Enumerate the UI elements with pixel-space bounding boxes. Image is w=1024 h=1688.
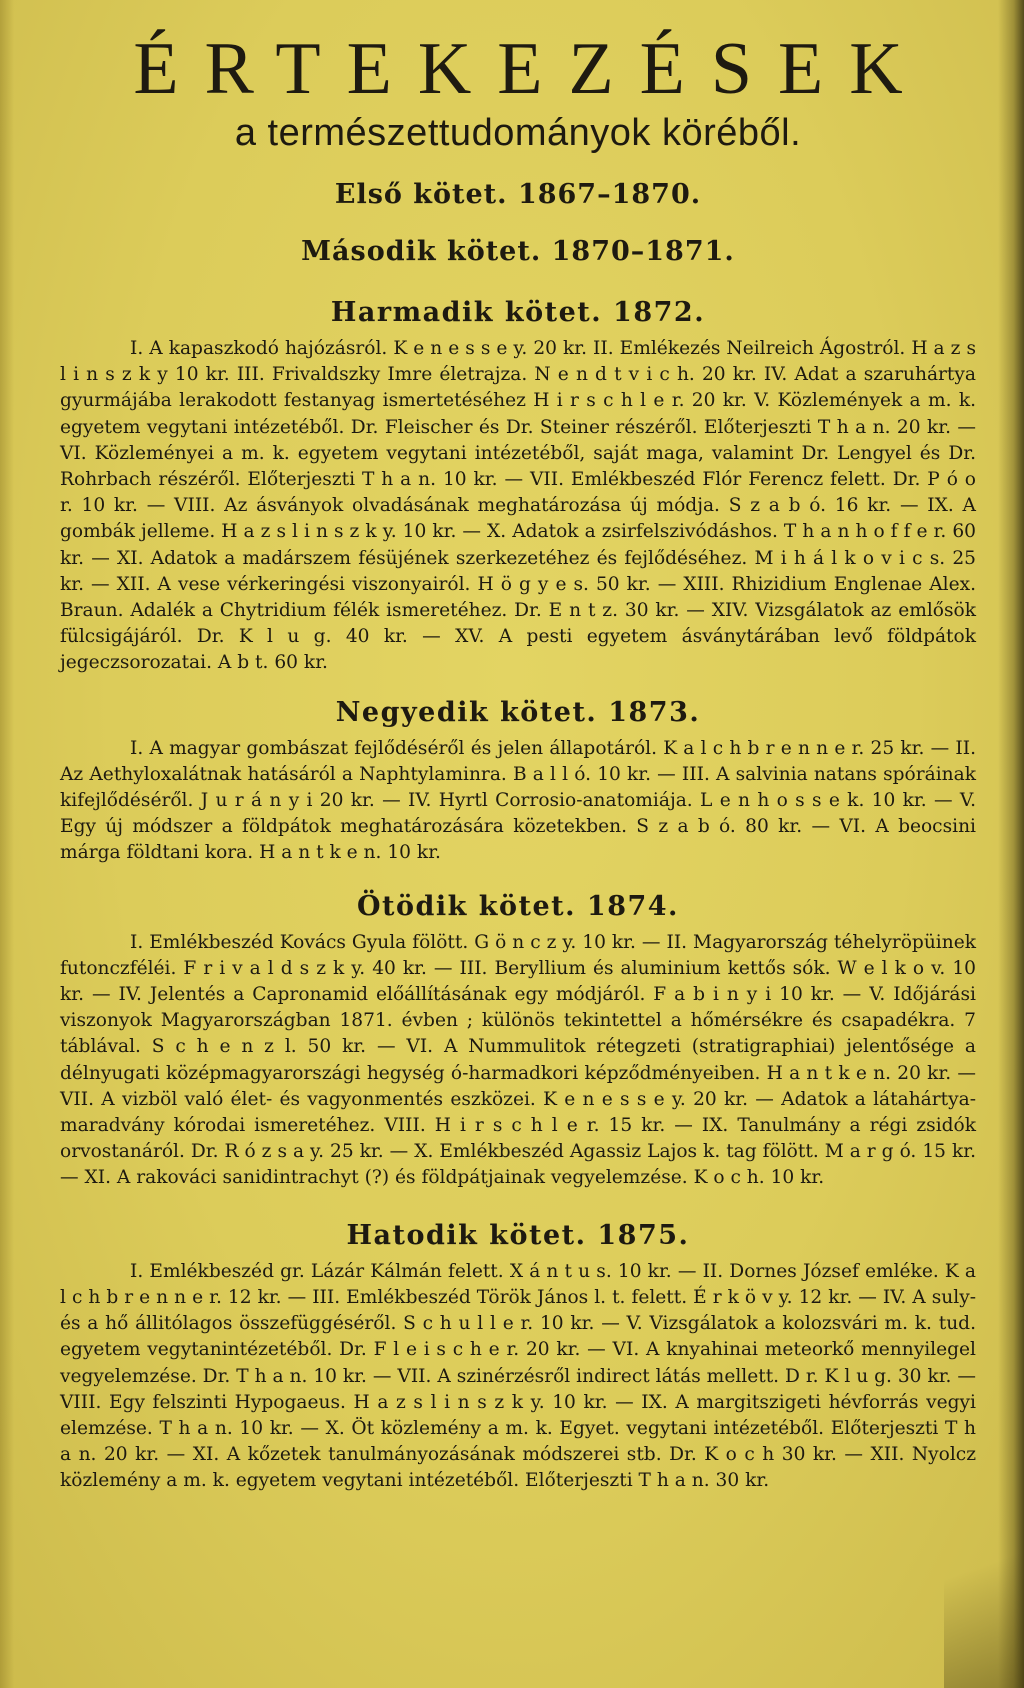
volume-2-line: Második kötet. 1870–1871. bbox=[301, 236, 735, 267]
volume-5-heading: Ötödik kötet. 1874. bbox=[357, 890, 679, 922]
volume-1-line: Első kötet. 1867–1870. bbox=[334, 179, 702, 210]
volume-6-section bbox=[60, 1220, 976, 1495]
page-title: ÉRTEKEZÉSEK bbox=[133, 28, 929, 110]
page-subtitle: a természettudományok köréből. bbox=[234, 112, 802, 154]
volume-6-contents: I. Emlékbeszéd gr. Lázár Kálmán felett. X á n t u s. 10 kr. — II. Dornes József emléke. K a l c h b r e n n e r. 12 kr. — III. Emlékbeszéd Török János l. t. felett. É r k ö v y. 12 kr. — IV. A suly- és a hő állitólagos összefüggéséről. S c h u l l e r. 10 kr. — V. Vizsgálatok a kolozsvári m. k. tud. egyetem vegytanintézetéből. Dr. F l e i s c h e r. 20 kr. — VI. A knyahinai meteorkő mennyilegel vegyelemzése. Dr. T h a n. 10 kr. — VII. A szinérzésről indirect látás mellett. D r. K l u g. 30 kr. — VIII. Egy felszinti Hypogaeus. H a z s l i n s z k y. 10 kr. — IX. A margitszigeti hévforrás vegyi elemzése. T h a n. 10 kr. — X. Öt közlemény a m. k. Egyet. vegytani intézetéből. Előterjeszti T h a n. 20 kr. — XI. A kőzetek tanulmányozásának módszerei stb. Dr. K o c h 30 kr. — XII. Nyolcz közlemény a m. k. egyetem vegytani intézetéből. Előterjeszti T h a n. 30 kr. bbox=[60, 1260, 976, 1492]
volume-3-heading: Harmadik kötet. 1872. bbox=[330, 297, 706, 328]
volume-5-section bbox=[60, 891, 976, 1192]
volume-3-section bbox=[60, 297, 976, 677]
volume-4-heading: Negyedik kötet. 1873. bbox=[335, 696, 701, 728]
volume-4-contents: I. A magyar gombászat fejlődéséről és jelen állapotáról. K a l c h b r e n n e r. 25 kr. — II. Az Aethyloxalátnak hatásáról a Naphtylaminra. B a l l ó. 10 kr. — III. A salvinia natans spóráinak kifejlődéséről. J u r á n y i 20 kr. — IV. Hyrtl Corrosio-anatomiája. L e n h o s s e k. 10 kr. — V. Egy új módszer a földpátok meghatározására közetekben. S z a b ó. 80 kr. — VI. A beocsini márga földtani kora. H a n t k e n. 10 kr. bbox=[60, 737, 976, 864]
volume-6-heading: Hatodik kötet. 1875. bbox=[346, 1219, 690, 1251]
page-corner-shadow bbox=[944, 1488, 1024, 1688]
volume-4-section bbox=[60, 697, 976, 867]
volume-5-contents: I. Emlékbeszéd Kovács Gyula fölött. G ö n c z y. 10 kr. — II. Magyarország téhelyröpüinek futonczféléi. F r i v a l d s z k y. 40 kr. — III. Beryllium és aluminium kettős sók. W e l k o v. 10 kr. — IV. Jelentés a Capronamid előállításának egy módjáról. F a b i n y i 10 kr. — V. Időjárási viszonyok Magyarországban 1871. évben ; különös tekintettel a hőmérsékre és csapadékra. 7 táblával. S c h e n z l. 50 kr. — VI. A Nummulitok rétegzeti (stratigraphiai) jelentősége a délnyugati középmagyarországi hegység ó-harmadkori képződményeiben. H a n t k e n. 20 kr. — VII. A vizböl való élet- és vagyonmentés eszközei. K e n e s s e y. 20 kr. — Adatok a látahártya-maradvány kórodai ismeretéhez. VIII. H i r s c h l e r. 15 kr. — IX. Tanulmány a régi zsidók orvostanáról. Dr. R ó z s a y. 25 kr. — X. Emlékbeszéd Agassiz Lajos k. tag fölött. M a r g ó. 15 kr. — XI. A rakováci sanidintrachyt (?) és földpátjainak vegyelemzése. K o c h. 10 kr. bbox=[60, 931, 976, 1189]
volume-3-contents: I. A kapaszkodó hajózásról. K e n e s s e y. 20 kr. II. Emlékezés Neilreich Ágostról. H a z s l i n s z k y 10 kr. III. Frivaldszky Imre életrajza. N e n d t v i c h. 20 kr. IV. Adat a szaruhártya gyurmájába lerakodott festanyag ismertetéséhez H i r s c h l e r. 20 kr. V. Közlemények a m. k. egyetem vegytani intézetéből. Dr. Fleischer és Dr. Steiner részéről. Előterjeszti T h a n. 20 kr. — VI. Közleményei a m. k. egyetem vegytani intézetéből, saját maga, valamint Dr. Lengyel és Dr. Rohrbach részéről. Előterjeszti T h a n. 10 kr. — VII. Emlékbeszéd Flór Ferencz felett. Dr. P ó o r. 10 kr. — VIII. Az ásványok olvadásának meghatározása új módja. S z a b ó. 16 kr. — IX. A gombák jelleme. H a z s l i n s z k y. 10 kr. — X. Adatok a zsirfelszivódáshos. T h a n h o f f e r. 60 kr. — XI. Adatok a madárszem fésüjének szerkezetéhez és fejlődéséhez. M i h á l k o v i c s. 25 kr. — XII. A vese vérkeringési viszonyairól. H ö g y e s. 50 kr. — XIII. Rhizidium Englenae Alex. Braun. Adalék a Chytridium félék ismeretéhez. Dr. E n t z. 30 kr. — XIV. Vizsgálatok az emlősök fülcsigájáról. Dr. K l u g. 40 kr. — XV. A pesti egyetem ásványtárában levő földpátok jegeczsorozatai. A b t. 60 kr. bbox=[60, 338, 976, 674]
page-edge-shadow-right bbox=[998, 0, 1024, 1688]
page-edge-shadow-left bbox=[0, 0, 14, 1688]
